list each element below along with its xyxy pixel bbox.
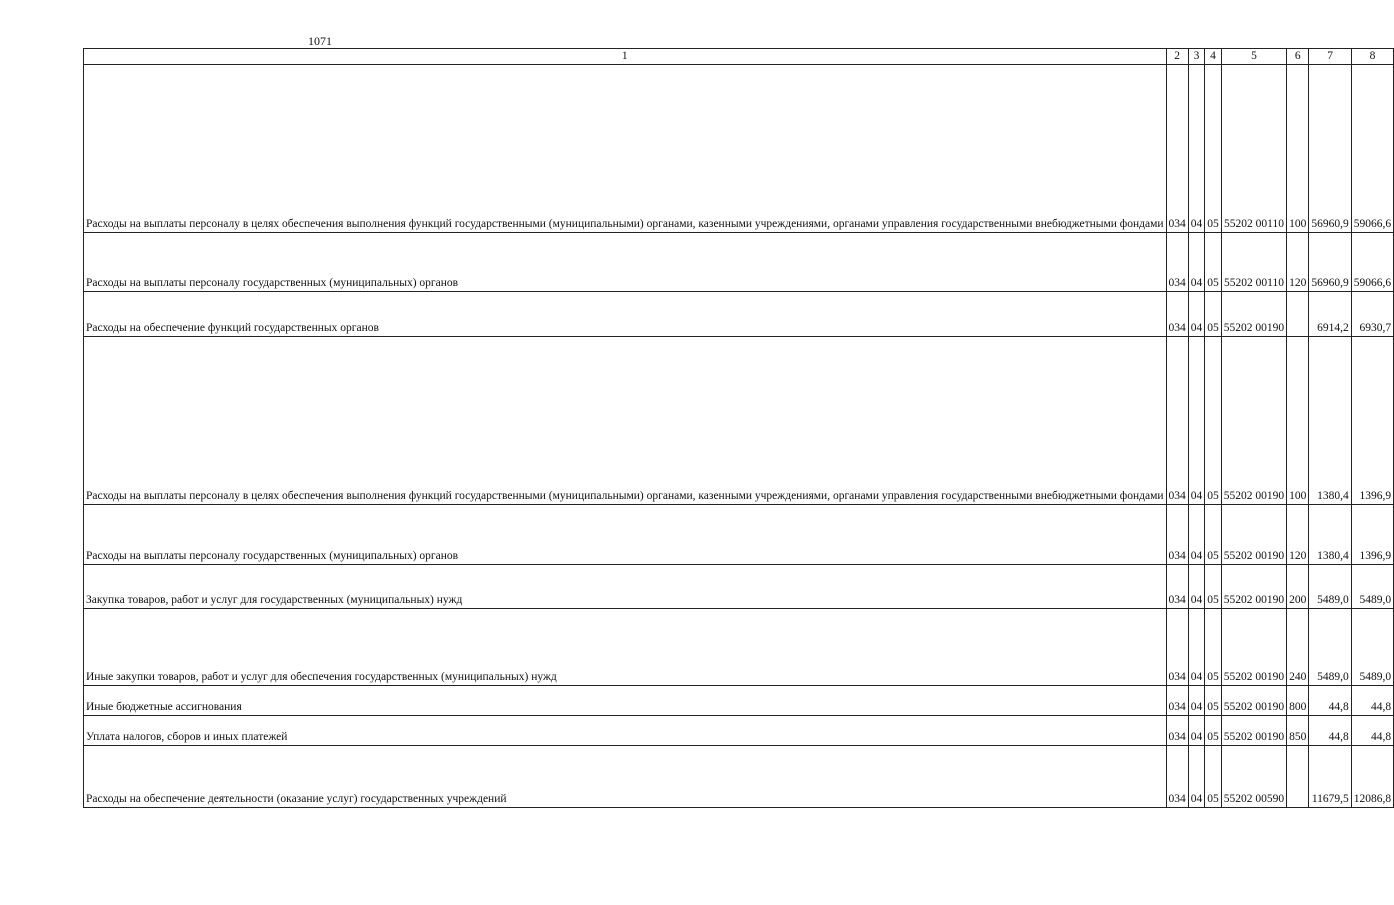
column-header: 6 — [1287, 49, 1309, 65]
table-row — [84, 716, 1394, 746]
section-code: 04 — [1188, 337, 1205, 505]
target-article-code: 55202 00190 — [1221, 565, 1286, 609]
target-article-code: 55202 00110 — [1221, 65, 1286, 233]
table-row — [84, 746, 1394, 808]
amount-year-2: 44,8 — [1351, 716, 1393, 746]
ministry-code: 034 — [1166, 505, 1188, 565]
section-code: 04 — [1188, 505, 1205, 565]
subsection-code: 05 — [1205, 565, 1222, 609]
expense-name: Уплата налогов, сборов и иных платежей — [84, 716, 1167, 746]
amount-year-1: 44,8 — [1309, 716, 1351, 746]
expense-name: Закупка товаров, работ и услуг для государственных (муниципальных) нужд — [84, 565, 1167, 609]
target-article-code: 55202 00190 — [1221, 609, 1286, 686]
target-article-code: 55202 00190 — [1221, 505, 1286, 565]
section-code: 04 — [1188, 65, 1205, 233]
section-code: 04 — [1188, 565, 1205, 609]
expense-name: Расходы на обеспечение деятельности (оказание услуг) государственных учреждений — [84, 746, 1167, 808]
expense-type-code — [1287, 292, 1309, 337]
table-row — [84, 233, 1394, 292]
section-code: 04 — [1188, 233, 1205, 292]
table-row — [84, 505, 1394, 565]
expense-name: Расходы на выплаты персоналу государственных (муниципальных) органов — [84, 505, 1167, 565]
expense-name: Расходы на выплаты персоналу государственных (муниципальных) органов — [84, 233, 1167, 292]
amount-year-1: 44,8 — [1309, 686, 1351, 716]
subsection-code: 05 — [1205, 716, 1222, 746]
amount-year-2: 59066,6 — [1351, 65, 1393, 233]
section-code: 04 — [1188, 609, 1205, 686]
page-number: 1071 — [308, 34, 332, 48]
ministry-code: 034 — [1166, 565, 1188, 609]
amount-year-2: 1396,9 — [1351, 505, 1393, 565]
ministry-code: 034 — [1166, 233, 1188, 292]
table-header-row — [84, 49, 1394, 65]
column-header: 5 — [1221, 49, 1286, 65]
subsection-code: 05 — [1205, 686, 1222, 716]
amount-year-1: 11679,5 — [1309, 746, 1351, 808]
subsection-code: 05 — [1205, 746, 1222, 808]
target-article-code: 55202 00590 — [1221, 746, 1286, 808]
section-code: 04 — [1188, 716, 1205, 746]
column-header: 7 — [1309, 49, 1351, 65]
table-row — [84, 609, 1394, 686]
expense-type-code: 850 — [1287, 716, 1309, 746]
target-article-code: 55202 00190 — [1221, 292, 1286, 337]
table-row — [84, 292, 1394, 337]
column-header: 2 — [1166, 49, 1188, 65]
expense-name: Расходы на выплаты персоналу в целях обеспечения выполнения функций государственными (муниципальными) органами, казенными учреждениями, органами управления государственными внебюджетными фондами — [84, 65, 1167, 233]
subsection-code: 05 — [1205, 233, 1222, 292]
amount-year-1: 1380,4 — [1309, 505, 1351, 565]
amount-year-2: 1396,9 — [1351, 337, 1393, 505]
expense-type-code: 200 — [1287, 565, 1309, 609]
subsection-code: 05 — [1205, 65, 1222, 233]
amount-year-2: 6930,7 — [1351, 292, 1393, 337]
amount-year-1: 56960,9 — [1309, 65, 1351, 233]
column-header: 1 — [84, 49, 1167, 65]
expense-type-code — [1287, 746, 1309, 808]
ministry-code: 034 — [1166, 292, 1188, 337]
target-article-code: 55202 00110 — [1221, 233, 1286, 292]
expense-type-code: 120 — [1287, 233, 1309, 292]
budget-table — [83, 48, 1394, 808]
ministry-code: 034 — [1166, 337, 1188, 505]
amount-year-2: 5489,0 — [1351, 565, 1393, 609]
ministry-code: 034 — [1166, 686, 1188, 716]
column-header: 3 — [1188, 49, 1205, 65]
subsection-code: 05 — [1205, 337, 1222, 505]
amount-year-1: 1380,4 — [1309, 337, 1351, 505]
ministry-code: 034 — [1166, 746, 1188, 808]
target-article-code: 55202 00190 — [1221, 337, 1286, 505]
amount-year-1: 5489,0 — [1309, 609, 1351, 686]
ministry-code: 034 — [1166, 716, 1188, 746]
expense-type-code: 100 — [1287, 337, 1309, 505]
column-header: 8 — [1351, 49, 1393, 65]
target-article-code: 55202 00190 — [1221, 686, 1286, 716]
amount-year-2: 12086,8 — [1351, 746, 1393, 808]
subsection-code: 05 — [1205, 609, 1222, 686]
section-code: 04 — [1188, 292, 1205, 337]
ministry-code: 034 — [1166, 609, 1188, 686]
table-row — [84, 565, 1394, 609]
amount-year-2: 5489,0 — [1351, 609, 1393, 686]
subsection-code: 05 — [1205, 292, 1222, 337]
amount-year-2: 44,8 — [1351, 686, 1393, 716]
expense-name: Иные закупки товаров, работ и услуг для обеспечения государственных (муниципальных) нужд — [84, 609, 1167, 686]
amount-year-2: 59066,6 — [1351, 233, 1393, 292]
section-code: 04 — [1188, 746, 1205, 808]
amount-year-1: 56960,9 — [1309, 233, 1351, 292]
amount-year-1: 6914,2 — [1309, 292, 1351, 337]
ministry-code: 034 — [1166, 65, 1188, 233]
expense-type-code: 120 — [1287, 505, 1309, 565]
amount-year-1: 5489,0 — [1309, 565, 1351, 609]
expense-name: Расходы на выплаты персоналу в целях обеспечения выполнения функций государственными (муниципальными) органами, казенными учреждениями, органами управления государственными внебюджетными фондами — [84, 337, 1167, 505]
table-row — [84, 65, 1394, 233]
expense-type-code: 800 — [1287, 686, 1309, 716]
expense-type-code: 240 — [1287, 609, 1309, 686]
subsection-code: 05 — [1205, 505, 1222, 565]
table-row — [84, 686, 1394, 716]
table-row — [84, 337, 1394, 505]
expense-name: Иные бюджетные ассигнования — [84, 686, 1167, 716]
expense-type-code: 100 — [1287, 65, 1309, 233]
expense-name: Расходы на обеспечение функций государственных органов — [84, 292, 1167, 337]
column-header: 4 — [1205, 49, 1222, 65]
target-article-code: 55202 00190 — [1221, 716, 1286, 746]
section-code: 04 — [1188, 686, 1205, 716]
